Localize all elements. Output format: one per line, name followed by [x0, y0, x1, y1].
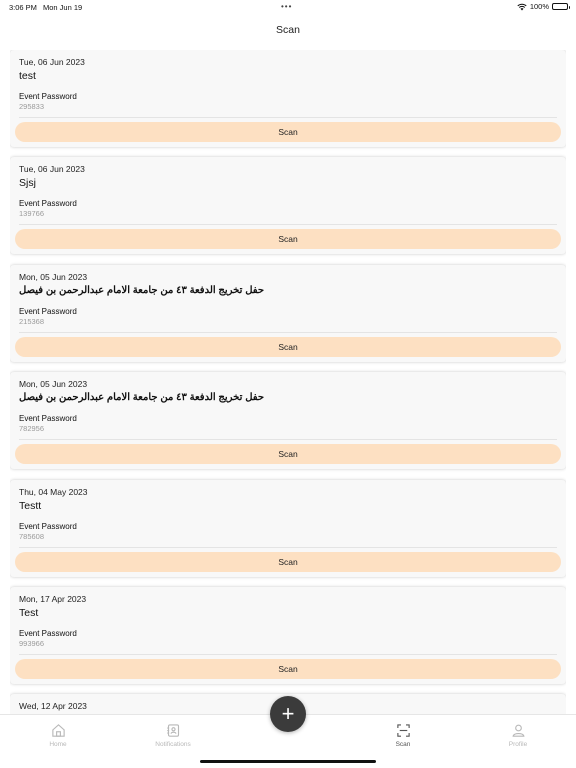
status-bar — [0, 0, 576, 14]
tab-notifications[interactable] — [128, 723, 218, 748]
event-title: حفل تخريج الدفعة ٤٣ من جامعة الامام عبدالرحمن بن فيصل — [19, 284, 265, 296]
event-title: test — [19, 70, 36, 82]
battery-percent: 100% — [529, 2, 549, 11]
tab-label: Home — [49, 741, 67, 748]
event-date: Thu, 04 May 2023 — [19, 486, 88, 497]
scan-button[interactable]: Scan — [15, 552, 561, 572]
event-card — [10, 157, 566, 254]
divider — [19, 654, 557, 655]
tab-label: Scan — [395, 741, 411, 748]
wifi-icon — [517, 3, 527, 11]
home-indicator[interactable] — [200, 760, 376, 763]
event-title: Test — [19, 606, 39, 619]
event-card — [10, 50, 566, 147]
divider — [19, 224, 557, 225]
event-title: حفل تخريج الدفعة ٤٣ من جامعة الامام عبدالرحمن بن فيصل — [19, 392, 265, 404]
event-card — [10, 587, 566, 684]
plus-icon: + — [281, 701, 295, 726]
event-card — [10, 372, 566, 469]
scan-button[interactable]: Scan — [15, 122, 561, 142]
divider — [19, 332, 557, 333]
event-password-value: 993966 — [19, 638, 45, 648]
event-password-value: 139766 — [19, 209, 45, 219]
event-password-label: Event Password — [19, 92, 77, 101]
event-password-value: 215368 — [19, 316, 45, 326]
event-password-label: Event Password — [19, 414, 77, 424]
event-date: Mon, 05 Jun 2023 — [19, 271, 88, 282]
event-card — [10, 480, 566, 577]
event-title: Sjsj — [19, 177, 36, 190]
event-password-value: 782956 — [19, 424, 45, 434]
event-password-value: 785608 — [19, 531, 45, 541]
event-date: Wed, 12 Apr 2023 — [19, 701, 87, 712]
scan-button[interactable]: Scan — [15, 659, 561, 679]
status-date: Mon Jun 19 — [43, 3, 83, 12]
battery-icon — [552, 3, 568, 10]
divider — [19, 117, 557, 118]
multitasking-dots[interactable]: ••• — [281, 2, 293, 11]
event-date: Mon, 17 Apr 2023 — [19, 593, 87, 604]
event-date: Mon, 05 Jun 2023 — [19, 379, 88, 390]
event-password-label: Event Password — [19, 199, 77, 209]
divider — [19, 547, 557, 548]
event-password-value: 295833 — [19, 102, 45, 111]
profile-icon — [511, 723, 526, 738]
notifications-icon — [166, 723, 181, 738]
scan-button[interactable]: Scan — [15, 337, 561, 357]
home-icon — [51, 723, 66, 738]
status-right — [517, 2, 568, 11]
tab-profile[interactable] — [473, 723, 563, 748]
tab-scan[interactable] — [358, 723, 448, 748]
status-time: 3:06 PM — [9, 3, 37, 12]
event-title: Testt — [19, 499, 42, 512]
scan-button[interactable]: Scan — [15, 444, 561, 464]
tab-label: Notifications — [155, 741, 191, 748]
scan-button[interactable]: Scan — [15, 229, 561, 249]
scan-icon — [396, 723, 411, 738]
add-event-button[interactable] — [270, 696, 306, 732]
event-date: Tue, 06 Jun 2023 — [19, 164, 85, 175]
event-list[interactable] — [10, 50, 566, 714]
divider — [19, 439, 557, 440]
event-password-label: Event Password — [19, 306, 77, 316]
event-password-label: Event Password — [19, 628, 77, 638]
event-date: Tue, 06 Jun 2023 — [19, 57, 85, 67]
event-card — [10, 265, 566, 362]
event-password-label: Event Password — [19, 521, 77, 531]
page-title: Scan — [276, 24, 300, 36]
tab-home[interactable] — [13, 723, 103, 748]
tab-label: Profile — [508, 741, 528, 748]
